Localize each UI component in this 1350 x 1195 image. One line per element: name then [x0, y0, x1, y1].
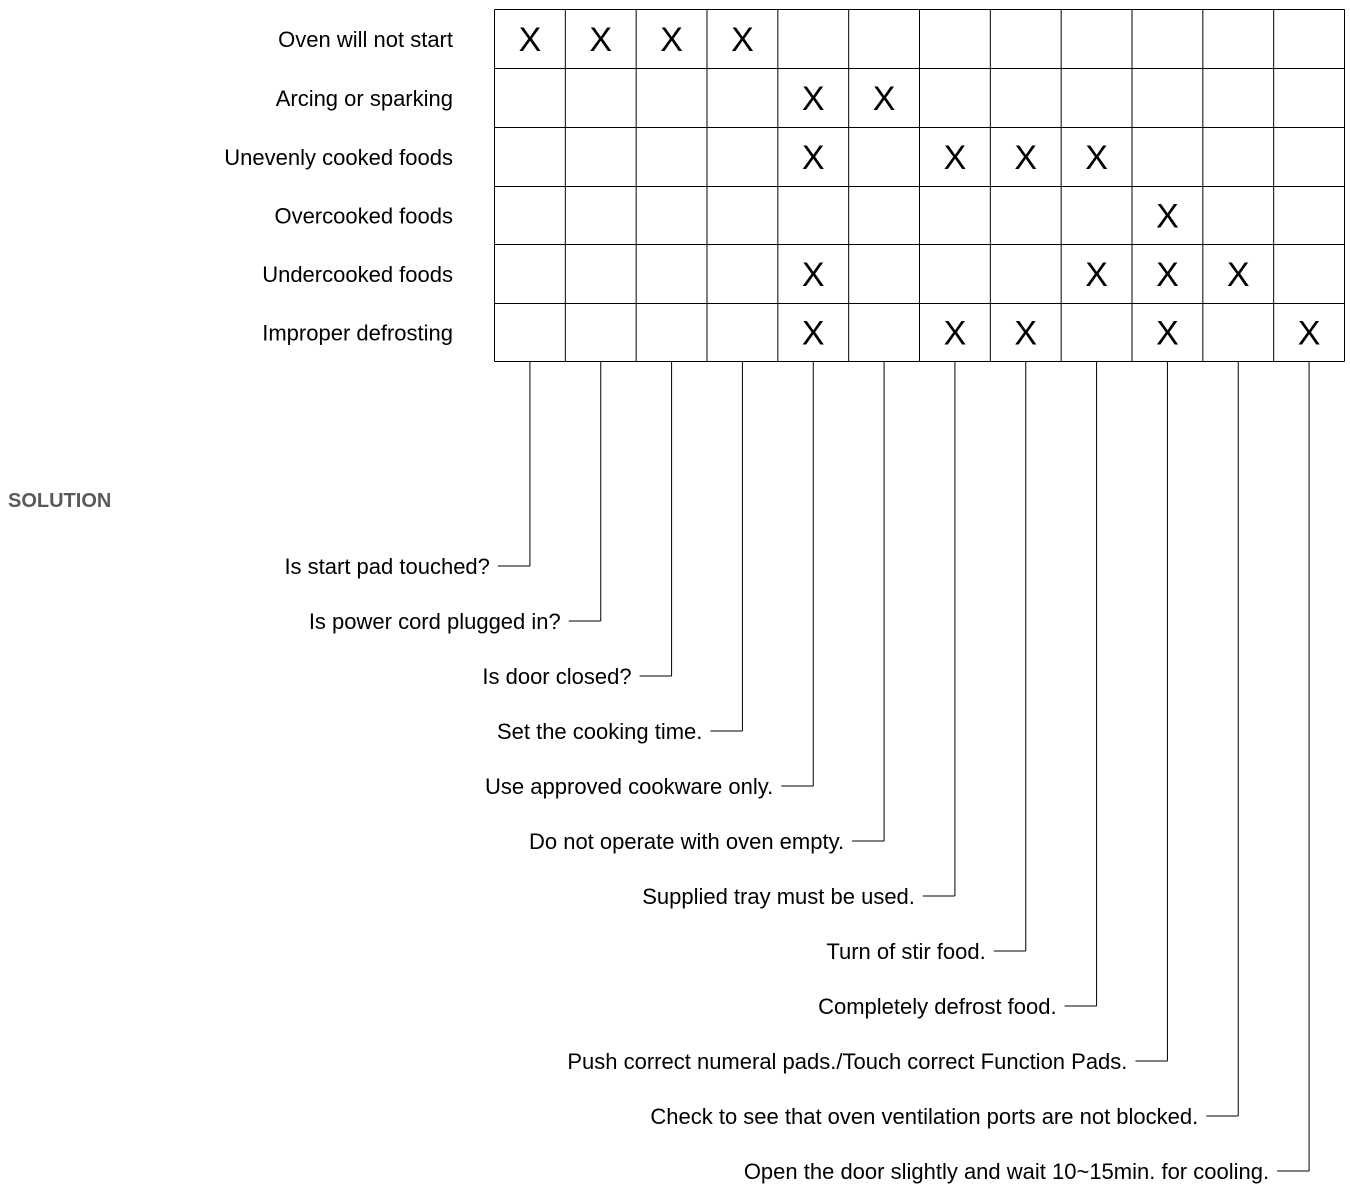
- solution-label: Is door closed?: [482, 664, 632, 689]
- solution-label: Is power cord plugged in?: [308, 609, 561, 634]
- cell-mark: X: [518, 21, 542, 59]
- solution-label: Is start pad touched?: [284, 554, 490, 579]
- cell-mark: X: [731, 21, 754, 59]
- cell-mark: X: [1156, 256, 1179, 294]
- cell-mark: X: [872, 80, 896, 118]
- cell-mark: X: [1014, 314, 1038, 353]
- solution-label: Turn of stir food.: [826, 939, 986, 964]
- problem-label: Overcooked foods: [274, 203, 453, 229]
- cell-mark: X: [801, 139, 825, 177]
- matrix-grid: [495, 10, 1345, 362]
- cell-mark: X: [589, 21, 613, 59]
- solution-label: Use approved cookware only.: [485, 774, 774, 799]
- cell-mark: X: [801, 80, 825, 118]
- problem-label: Oven will not start: [278, 27, 453, 52]
- cell-mark: X: [660, 21, 683, 59]
- cell-mark: X: [1156, 314, 1179, 353]
- cell-mark: X: [801, 256, 825, 294]
- solution-label: Set the cooking time.: [496, 719, 703, 744]
- cell-mark: X: [1226, 256, 1250, 294]
- problem-label: Improper defrosting: [262, 320, 453, 346]
- solution-label: Completely defrost food.: [818, 994, 1057, 1019]
- problem-labels: [224, 27, 453, 346]
- solution-label: Push correct numeral pads./Touch correct Function Pads.: [567, 1049, 1128, 1074]
- solution-label: Check to see that oven ventilation ports are not blocked.: [650, 1104, 1199, 1129]
- cell-mark: X: [943, 139, 967, 177]
- solution-heading: SOLUTION: [8, 490, 112, 512]
- solution-label: Do not operate with oven empty.: [528, 829, 845, 854]
- cell-mark: X: [1156, 197, 1179, 236]
- solution-label: Open the door slightly and wait 10~15min. for cooling.: [743, 1159, 1270, 1184]
- problem-label: Arcing or sparking: [275, 86, 453, 111]
- cell-mark: X: [943, 314, 967, 353]
- problem-label: Unevenly cooked foods: [224, 145, 453, 170]
- cell-mark: X: [1014, 139, 1038, 177]
- solution-label: Supplied tray must be used.: [642, 884, 915, 909]
- cell-mark: X: [801, 314, 825, 353]
- problem-label: Undercooked foods: [262, 262, 453, 287]
- cell-mark: X: [1297, 314, 1321, 353]
- cell-mark: X: [1085, 139, 1108, 177]
- cell-mark: X: [1085, 256, 1108, 294]
- solution-labels: [284, 554, 1269, 1184]
